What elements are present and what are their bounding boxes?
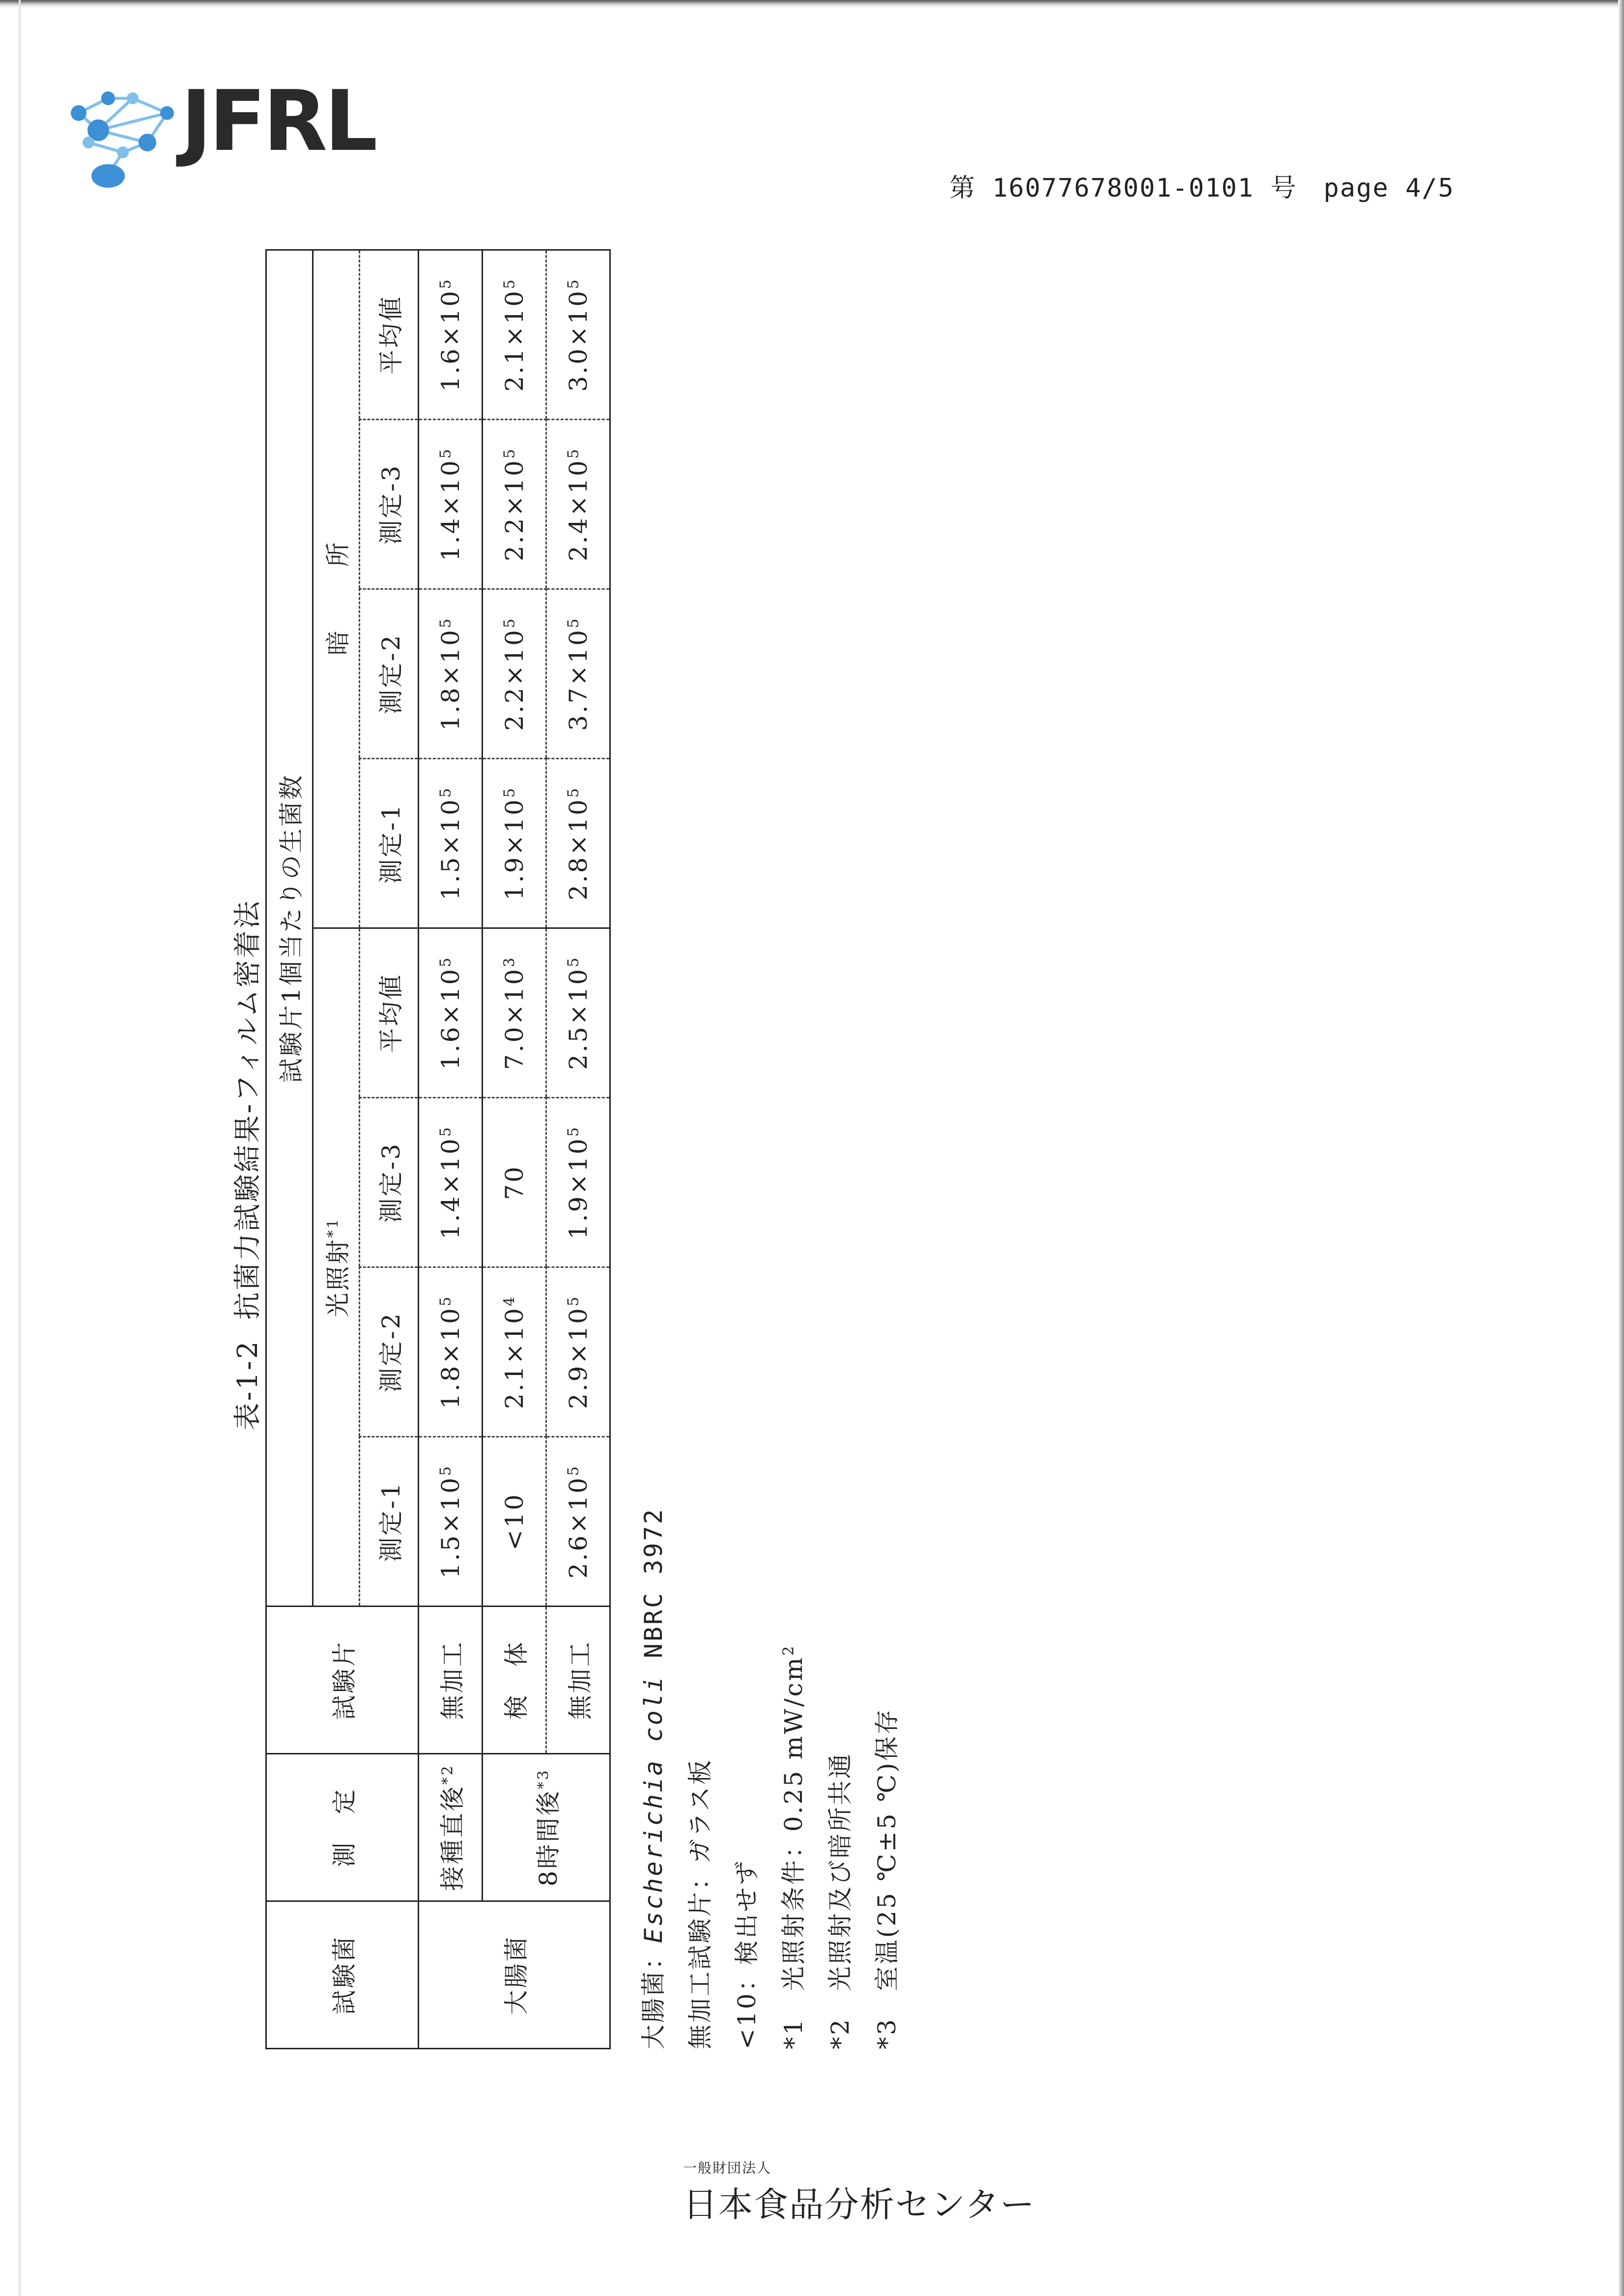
value-cell: <10 — [483, 1437, 546, 1607]
value-cell: $1.5\times 10^5$ — [419, 1437, 483, 1607]
value-cell: $2.1\times 10^4$ — [483, 1267, 546, 1437]
footer-organization — [683, 2160, 1036, 2227]
scan-edge-top — [0, 0, 1624, 8]
value-cell: $1.6\times 10^5$ — [419, 250, 483, 419]
value-cell: $2.6\times 10^5$ — [546, 1437, 610, 1607]
sub-header: 測定-2 — [360, 1267, 419, 1437]
value-cell: $2.2\times 10^5$ — [483, 589, 546, 759]
value-cell: $1.5\times 10^5$ — [419, 759, 483, 928]
value-cell: $1.9\times 10^5$ — [546, 1098, 610, 1267]
sub-header: 平均値 — [360, 928, 419, 1098]
rotated-content — [231, 246, 919, 2064]
value-cell: $1.8\times 10^5$ — [419, 1267, 483, 1437]
note-3: *3 室温(25 ℃±5 ℃)保存 — [873, 1708, 901, 2049]
value-cell: $1.6\times 10^5$ — [419, 928, 483, 1098]
value-cell: $2.8\times 10^5$ — [546, 759, 610, 928]
document-number: 第 16077678001-0101 号 page 4/5 — [949, 173, 1454, 203]
value-cell: $2.1\times 10^5$ — [483, 250, 546, 419]
sub-header: 測定-1 — [360, 759, 419, 928]
table-row — [419, 250, 483, 2048]
scan-edge-right — [1618, 0, 1624, 2296]
header-bacteria: 試験菌 — [266, 1901, 419, 2049]
value-cell: $3.0\times 10^5$ — [546, 250, 610, 419]
footer-org-name: 日本食品分析センター — [683, 2184, 1036, 2225]
scan-edge-left — [19, 0, 21, 2296]
value-cell: $2.5\times 10^5$ — [546, 928, 610, 1098]
specimen-cell: 検 体 — [483, 1607, 546, 1754]
value-cell: $2.2\times 10^5$ — [483, 420, 546, 589]
header-dark: 暗 所 — [313, 250, 360, 928]
sub-header: 測定-1 — [360, 1437, 419, 1607]
sub-header: 測定-2 — [360, 589, 419, 759]
note-1: *1 光照射条件：0.25 $mW/cm^2$ — [779, 1644, 808, 2049]
footer-sub: 一般財団法人 — [683, 2160, 772, 2176]
value-cell: $1.4\times 10^5$ — [419, 1098, 483, 1267]
value-cell: $3.7\times 10^5$ — [546, 589, 610, 759]
value-cell: $2.4\times 10^5$ — [546, 420, 610, 589]
results-table — [265, 249, 611, 2049]
value-cell: $1.9\times 10^5$ — [483, 759, 546, 928]
note-2: *2 光照射及び暗所共通 — [826, 1752, 855, 2049]
sub-header: 平均値 — [360, 250, 419, 419]
specimen-cell: 無加工 — [546, 1607, 610, 1754]
caption-title: 抗菌力試験結果-フィルム密着法 — [232, 899, 264, 1320]
value-cell: $7.0\times 10^3$ — [483, 928, 546, 1098]
header-light: 光照射$^{*1}$ — [313, 928, 360, 1607]
bacteria-cell: 大腸菌 — [419, 1901, 610, 2049]
header-row-1 — [266, 250, 313, 2048]
header-viable-count: 試験片1個当たりの生菌数 — [266, 250, 313, 1606]
timing-cell: 8時間後$^{*3}$ — [483, 1754, 610, 1901]
note-bacteria: 大腸菌：Escherichia coli NBRC 3972 — [639, 1507, 668, 2049]
logo-text: JFRL — [181, 73, 375, 170]
table-caption — [231, 246, 265, 2064]
sub-header: 測定-3 — [360, 1098, 419, 1267]
caption-number: 表-1-2 — [232, 1339, 264, 1431]
header-timing: 測 定 — [266, 1754, 419, 1901]
specimen-cell: 無加工 — [419, 1607, 483, 1754]
note-not-detected: <10：検出せず — [733, 1859, 761, 2049]
table-row — [483, 250, 546, 2048]
jfrl-logo — [69, 73, 383, 197]
note-untreated: 無加工試験片：ガラス板 — [686, 1758, 714, 2049]
value-cell: $1.4\times 10^5$ — [419, 420, 483, 589]
header-specimen: 試験片 — [266, 1607, 419, 1754]
sub-header: 測定-3 — [360, 420, 419, 589]
timing-cell: 接種直後$^{*2}$ — [419, 1754, 483, 1901]
molecule-icon — [69, 84, 182, 197]
value-cell: $2.9\times 10^5$ — [546, 1267, 610, 1437]
value-cell: 70 — [483, 1098, 546, 1267]
value-cell: $1.8\times 10^5$ — [419, 589, 483, 759]
